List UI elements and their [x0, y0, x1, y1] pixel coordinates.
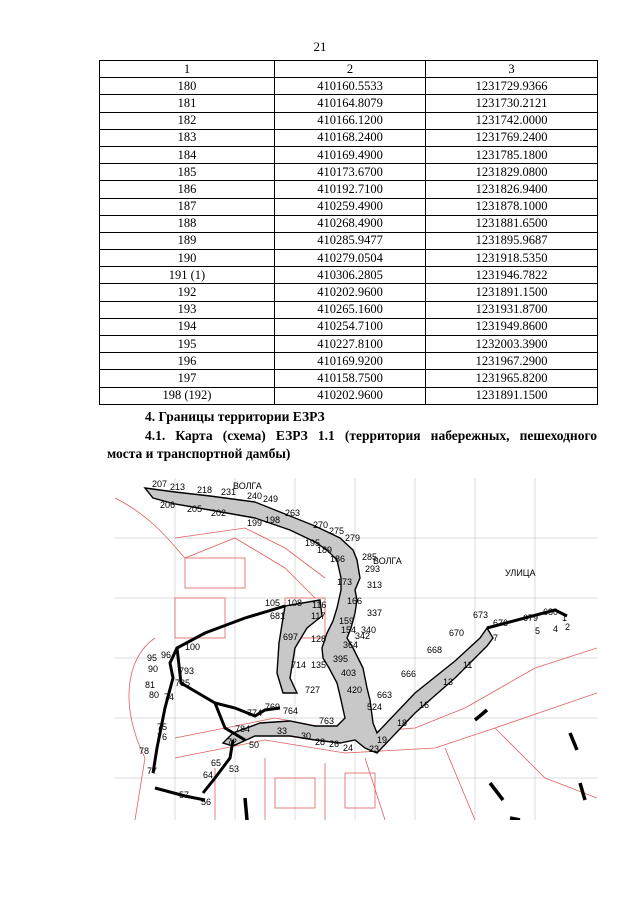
table-cell: 1231949.8600 [426, 318, 598, 335]
map-captions [233, 481, 535, 578]
column-header: 3 [426, 61, 598, 78]
table-cell: 410259.4900 [275, 198, 426, 215]
table-row [100, 164, 598, 181]
point-label: 774 [247, 708, 263, 718]
point-label: 75 [157, 722, 168, 732]
table-cell: 190 [100, 250, 275, 267]
point-label: 218 [197, 485, 213, 495]
point-label: 64 [203, 770, 214, 780]
table-cell: 182 [100, 112, 275, 129]
table-cell: 1231826.9400 [426, 181, 598, 198]
point-label: 13 [443, 677, 454, 687]
point-label: 199 [247, 518, 263, 528]
table-cell: 1231891.1500 [426, 284, 598, 301]
table-row [100, 353, 598, 370]
point-label: 108 [287, 598, 303, 608]
point-label: 714 [291, 660, 307, 670]
table-header-row [100, 61, 598, 78]
point-label: 28 [315, 737, 326, 747]
table-cell: 410160.5533 [275, 78, 426, 95]
table-cell: 1231785.1800 [426, 146, 598, 163]
table-row [100, 95, 598, 112]
point-label: 666 [401, 669, 417, 679]
point-label: 207 [152, 479, 168, 489]
table-cell: 410227.8100 [275, 336, 426, 353]
table-cell: 194 [100, 318, 275, 335]
table-cell: 185 [100, 164, 275, 181]
point-label: 195 [305, 538, 321, 548]
point-label: 275 [329, 526, 345, 536]
table-cell: 1231918.5350 [426, 250, 598, 267]
point-label: 663 [377, 690, 393, 700]
point-label: 202 [211, 508, 227, 518]
table-cell: 187 [100, 198, 275, 215]
subsection-heading [107, 427, 597, 463]
table-cell: 183 [100, 129, 275, 146]
table-row [100, 267, 598, 284]
point-label: 285 [362, 552, 378, 562]
table-cell: 410173.6700 [275, 164, 426, 181]
table-row [100, 112, 598, 129]
table-cell: 1231881.6500 [426, 215, 598, 232]
point-label: 50 [249, 740, 260, 750]
point-label: 697 [283, 632, 299, 642]
map-drawing [115, 478, 597, 820]
point-label: 72 [227, 737, 238, 747]
table-cell: 198 (192) [100, 387, 275, 404]
point-label: 19 [377, 735, 388, 745]
table-row [100, 301, 598, 318]
point-label: 668 [427, 645, 443, 655]
point-label: 189 [317, 545, 333, 555]
point-label: 263 [285, 508, 301, 518]
point-label: 4 [553, 624, 559, 634]
table-cell: 1231895.9687 [426, 232, 598, 249]
point-label: 186 [330, 554, 346, 564]
point-label: 205 [187, 504, 203, 514]
point-label: 395 [333, 654, 349, 664]
table-row [100, 318, 598, 335]
table-cell: 1231967.2900 [426, 353, 598, 370]
table-row [100, 284, 598, 301]
point-label: 128 [311, 634, 327, 644]
point-label: 105 [265, 598, 281, 608]
table-row [100, 78, 598, 95]
table-cell: 1231931.8700 [426, 301, 598, 318]
point-label: 270 [313, 520, 329, 530]
point-label: 364 [343, 640, 359, 650]
point-label: 793 [179, 666, 195, 676]
point-label: 24 [343, 743, 354, 753]
point-label: 763 [319, 716, 335, 726]
point-label: 340 [361, 625, 377, 635]
table-cell: 410164.8079 [275, 95, 426, 112]
table-cell: 1231829.0800 [426, 164, 598, 181]
table-cell: 189 [100, 232, 275, 249]
column-header: 2 [275, 61, 426, 78]
table-cell: 410254.7100 [275, 318, 426, 335]
point-label: 206 [160, 500, 176, 510]
point-label: 135 [311, 660, 327, 670]
point-label: 7 [493, 633, 499, 643]
table-cell: 195 [100, 336, 275, 353]
map-point-labels [139, 479, 570, 807]
table-cell: 410202.9600 [275, 387, 426, 404]
point-label: 100 [185, 642, 201, 652]
point-label: 1 [562, 613, 568, 623]
point-label: 57 [179, 790, 190, 800]
table-cell: 410166.1200 [275, 112, 426, 129]
point-label: 670 [449, 628, 465, 638]
point-label: 524 [367, 702, 383, 712]
table-cell: 192 [100, 284, 275, 301]
point-label: 680 [543, 607, 559, 617]
point-label: 240 [247, 491, 263, 501]
point-label: 337 [367, 608, 383, 618]
point-label: 74 [164, 692, 175, 702]
point-label: 77 [147, 766, 158, 776]
table-cell: 196 [100, 353, 275, 370]
point-label: 2 [565, 622, 571, 632]
table-cell: 410268.4900 [275, 215, 426, 232]
table-cell: 1231742.0000 [426, 112, 598, 129]
point-label: 95 [147, 653, 158, 663]
svg-text:ВОЛГА: ВОЛГА [373, 556, 402, 566]
point-label: 11 [463, 660, 473, 670]
table-row [100, 198, 598, 215]
point-label: 90 [148, 664, 159, 674]
table-cell: 188 [100, 215, 275, 232]
table-row [100, 181, 598, 198]
point-label: 342 [355, 631, 371, 641]
zone-boundary-map [115, 478, 597, 820]
table-cell: 1231730.2121 [426, 95, 598, 112]
point-label: 679 [523, 613, 539, 623]
section-heading: 4. Границы территории ЕЗРЗ [145, 409, 325, 424]
point-label: 213 [170, 482, 186, 492]
point-label: 23 [369, 744, 380, 754]
point-label: 78 [139, 746, 150, 756]
point-label: 80 [149, 690, 160, 700]
table-cell: 193 [100, 301, 275, 318]
point-label: 81 [145, 680, 156, 690]
table-row [100, 387, 598, 404]
point-label: 313 [367, 580, 383, 590]
point-label: 293 [365, 564, 381, 574]
point-label: 96 [161, 650, 172, 660]
subsection-heading-line-1: 4.1. Карта (схема) ЕЗРЗ 1.1 (территория набережных, пешеходного [145, 428, 597, 443]
point-label: 26 [329, 739, 340, 749]
table-cell: 410279.0504 [275, 250, 426, 267]
point-label: 18 [397, 718, 408, 728]
table-cell: 410169.9200 [275, 353, 426, 370]
table-cell: 1231878.1000 [426, 198, 598, 215]
point-label: 727 [305, 685, 321, 695]
point-label: 154 [341, 625, 357, 635]
point-label: 33 [277, 726, 288, 736]
table-cell: 191 (1) [100, 267, 275, 284]
table-cell: 410192.7100 [275, 181, 426, 198]
table-row [100, 215, 598, 232]
point-label: 231 [221, 487, 237, 497]
subsection-heading-line-2: моста и транспортной дамбы) [107, 446, 291, 461]
table-cell: 181 [100, 95, 275, 112]
point-label: 676 [493, 618, 509, 628]
table-cell: 180 [100, 78, 275, 95]
table-cell: 410158.7500 [275, 370, 426, 387]
table-cell: 410285.9477 [275, 232, 426, 249]
svg-text:ВОЛГА: ВОЛГА [233, 481, 262, 491]
point-label: 173 [337, 577, 353, 587]
table-cell: 1231729.9366 [426, 78, 598, 95]
table-cell: 1231965.8200 [426, 370, 598, 387]
point-label: 673 [473, 610, 489, 620]
table-cell: 184 [100, 146, 275, 163]
point-label: 30 [301, 731, 312, 741]
point-label: 785 [175, 678, 191, 688]
point-label: 769 [265, 702, 281, 712]
column-header: 1 [100, 61, 275, 78]
table-row [100, 146, 598, 163]
point-label: 279 [345, 533, 361, 543]
page-number: 21 [313, 39, 327, 54]
table-cell: 410202.9600 [275, 284, 426, 301]
point-label: 159 [339, 616, 355, 626]
table-cell: 1231891.1500 [426, 387, 598, 404]
table-row [100, 336, 598, 353]
point-label: 5 [535, 626, 541, 636]
point-label: 403 [341, 668, 357, 678]
table-cell: 1231769.2400 [426, 129, 598, 146]
table-cell: 410169.4900 [275, 146, 426, 163]
table-cell: 197 [100, 370, 275, 387]
point-label: 76 [157, 732, 168, 742]
point-label: 16 [419, 700, 430, 710]
table-cell: 1231946.7822 [426, 267, 598, 284]
point-label: 198 [265, 515, 281, 525]
point-label: 166 [347, 596, 363, 606]
table-cell: 410306.2805 [275, 267, 426, 284]
point-label: 764 [283, 706, 299, 716]
table-row [100, 250, 598, 267]
table-cell: 1232003.3900 [426, 336, 598, 353]
point-label: 784 [235, 724, 251, 734]
table-row [100, 232, 598, 249]
point-label: 56 [201, 797, 212, 807]
table-row [100, 129, 598, 146]
point-label: 420 [347, 685, 363, 695]
point-label: 117 [311, 611, 326, 621]
point-label: 65 [211, 758, 222, 768]
point-label: 249 [263, 494, 279, 504]
table-row [100, 370, 598, 387]
point-label: 681 [270, 611, 286, 621]
svg-text:УЛИЦА: УЛИЦА [505, 568, 536, 578]
coordinates-table [99, 60, 598, 405]
table-cell: 410265.1600 [275, 301, 426, 318]
point-label: 116 [312, 600, 327, 610]
point-label: 53 [229, 764, 240, 774]
table-cell: 186 [100, 181, 275, 198]
table-cell: 410168.2400 [275, 129, 426, 146]
